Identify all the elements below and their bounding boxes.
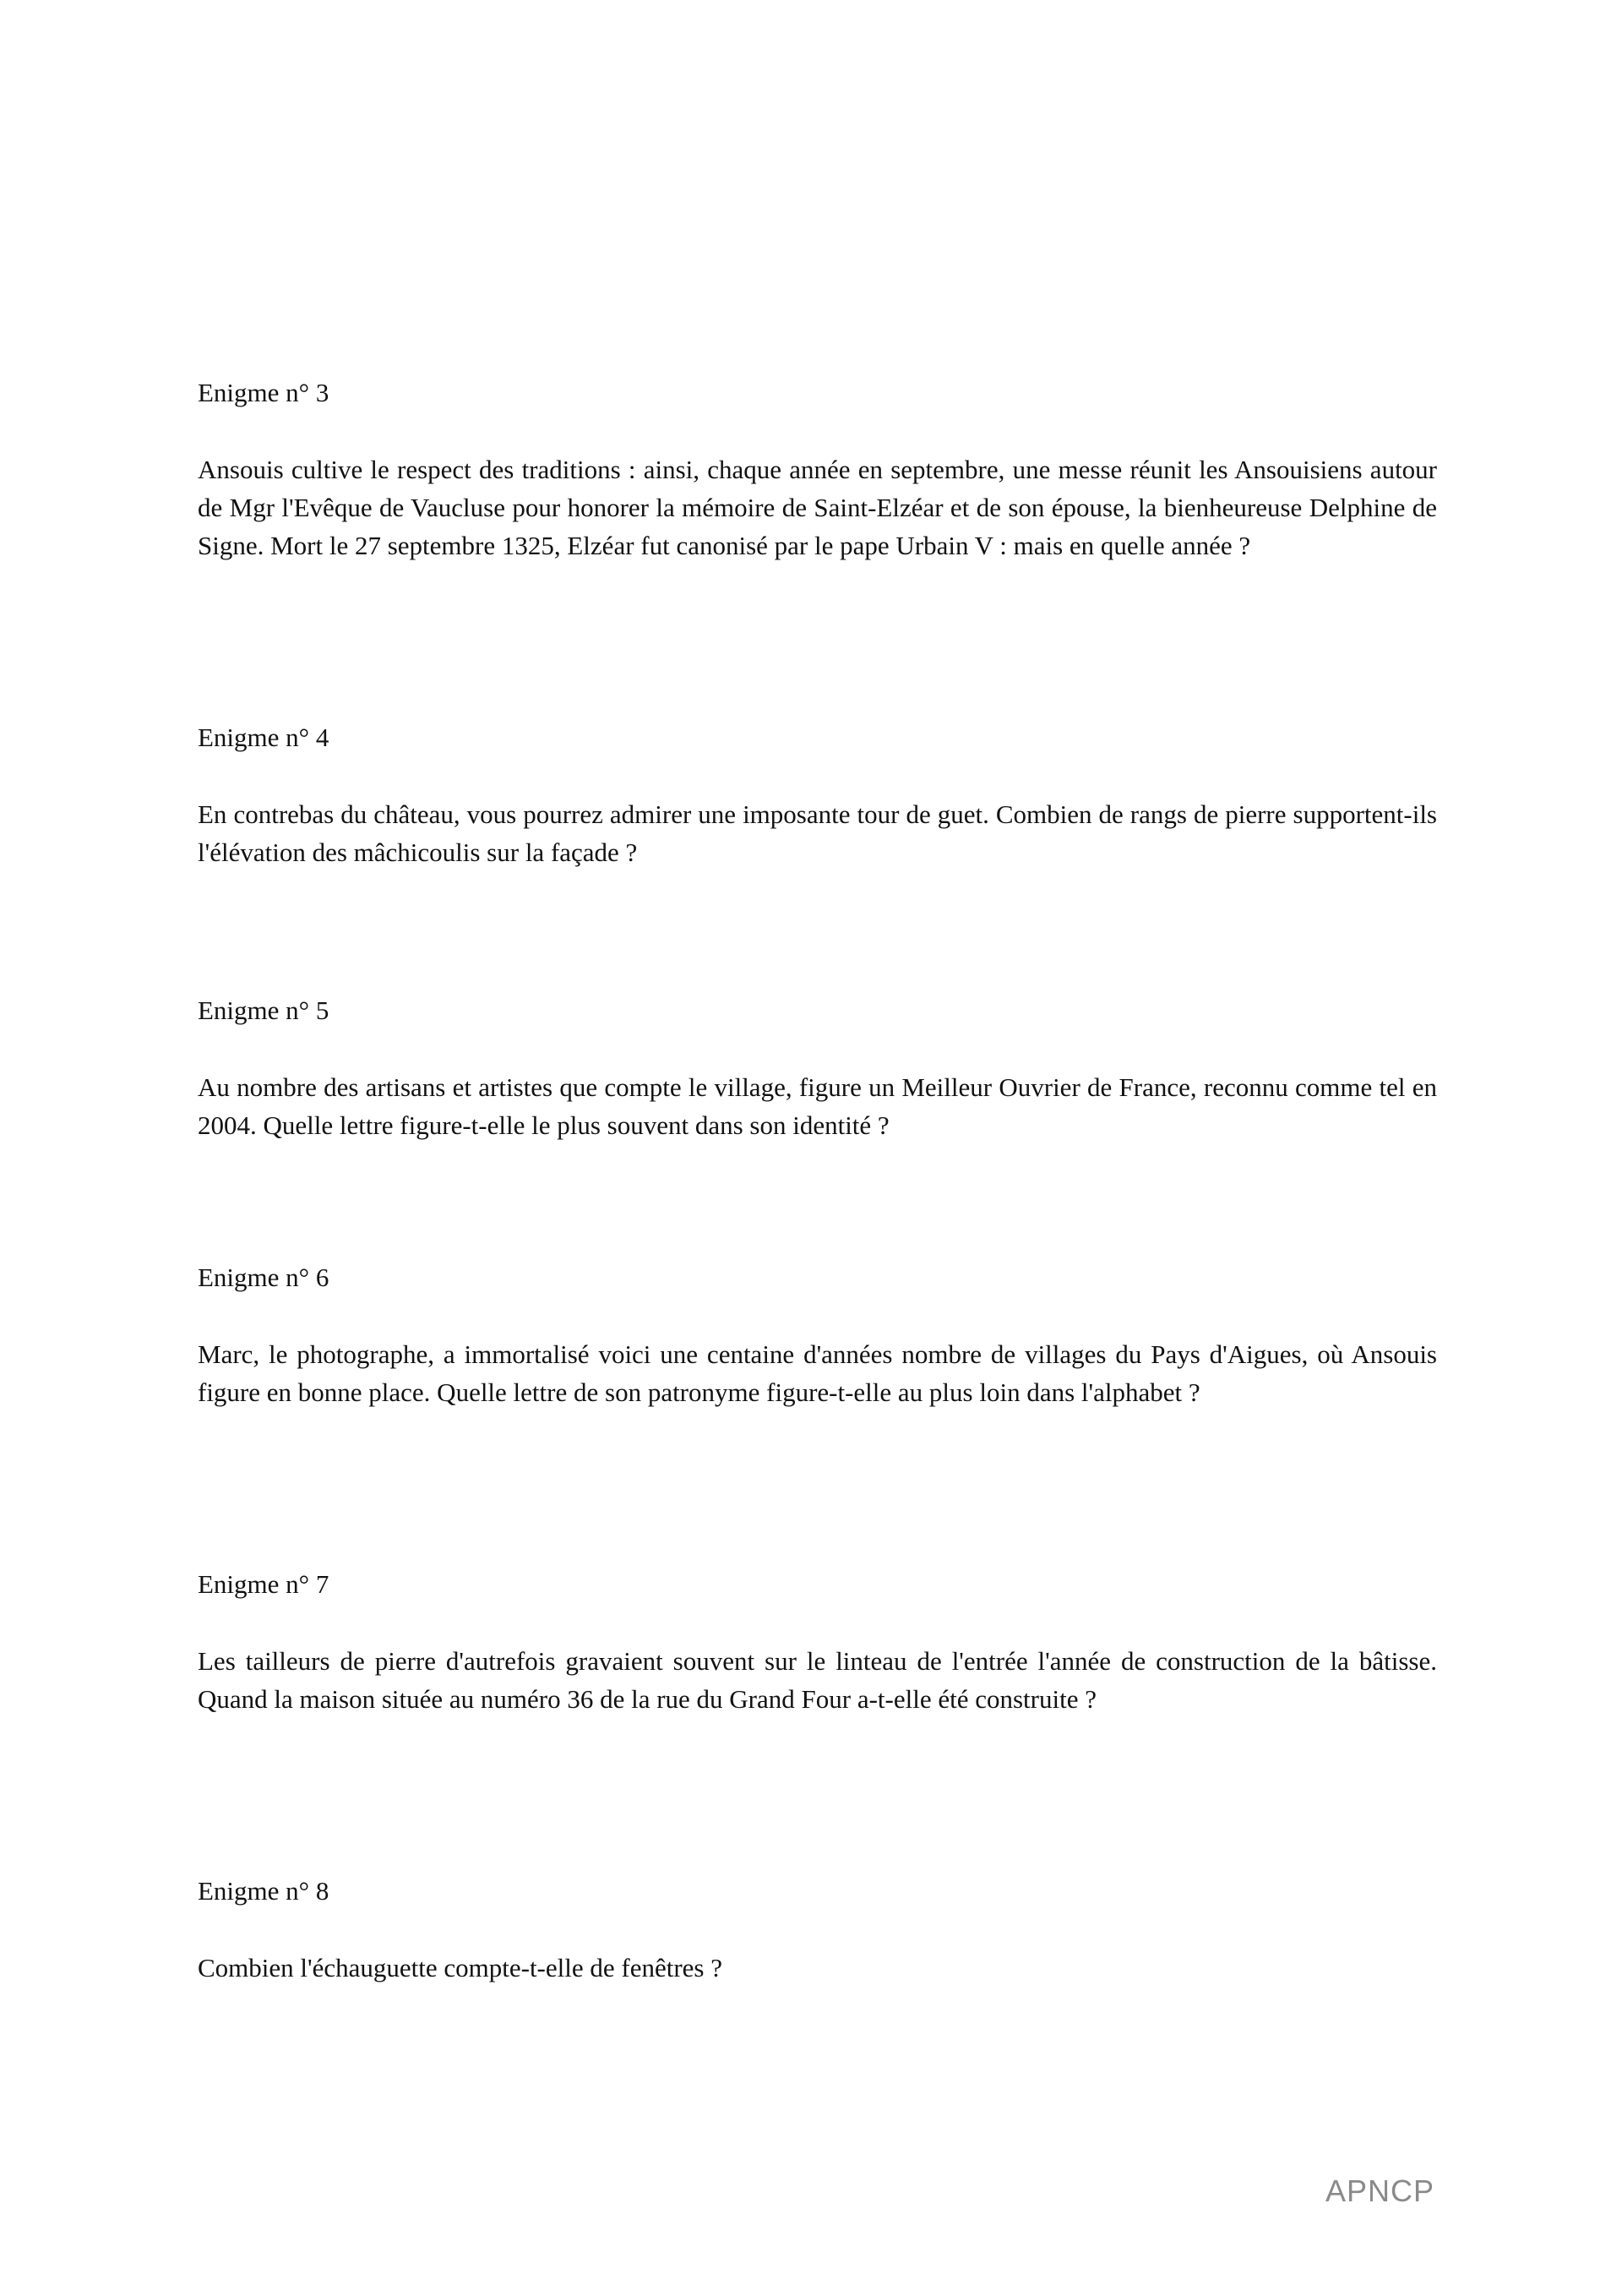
enigma-8 [198, 1872, 1437, 1987]
enigma-title: Enigme n° 8 [198, 1876, 329, 1906]
enigma-6 [198, 1258, 1437, 1411]
enigma-title: Enigme n° 5 [198, 995, 329, 1025]
enigma-title: Enigme n° 4 [198, 723, 329, 752]
enigma-text: Au nombre des artisans et artistes que compte le village, figure un Meilleur Ouvrier de France, reconnu comme tel en 2004. Quelle lettre figure-t-elle le plus souvent dans son identité ? [198, 1072, 1437, 1140]
enigma-title: Enigme n° 7 [198, 1569, 329, 1599]
enigma-3 [198, 374, 1437, 564]
enigma-text: Les tailleurs de pierre d'autrefois gravaient souvent sur le linteau de l'entrée l'année de construction de la bâtisse. Quand la maison située au numéro 36 de la rue du Grand Four a-t-elle été construite ? [198, 1646, 1437, 1714]
enigma-7 [198, 1565, 1437, 1718]
footer-org: APNCP [1325, 2173, 1434, 2208]
enigma-5 [198, 991, 1437, 1144]
enigma-text: Ansouis cultive le respect des traditions : ainsi, chaque année en septembre, une messe réunit les Ansouisiens autour de Mgr l'Evêque de Vaucluse pour honorer la mémoire de Saint-Elzéar et de son épouse, la bienheureuse Delphine de Signe. Mort le 27 septembre 1325, Elzéar fut canonisé par le pape Urbain V : mais en quelle année ? [198, 455, 1437, 560]
enigma-4 [198, 718, 1437, 871]
enigma-text: Combien l'échauguette compte-t-elle de fenêtres ? [198, 1953, 722, 1982]
enigma-title: Enigme n° 6 [198, 1263, 329, 1292]
enigma-text: En contrebas du château, vous pourrez admirer une imposante tour de guet. Combien de rangs de pierre supportent-ils l'élévation des mâchicoulis sur la façade ? [198, 799, 1437, 867]
enigma-title: Enigme n° 3 [198, 378, 329, 407]
enigma-text: Marc, le photographe, a immortalisé voici une centaine d'années nombre de villages du Pays d'Aigues, où Ansouis figure en bonne place. Quelle lettre de son patronyme figure-t-elle au plus loin dans l'alphabet ? [198, 1339, 1437, 1407]
